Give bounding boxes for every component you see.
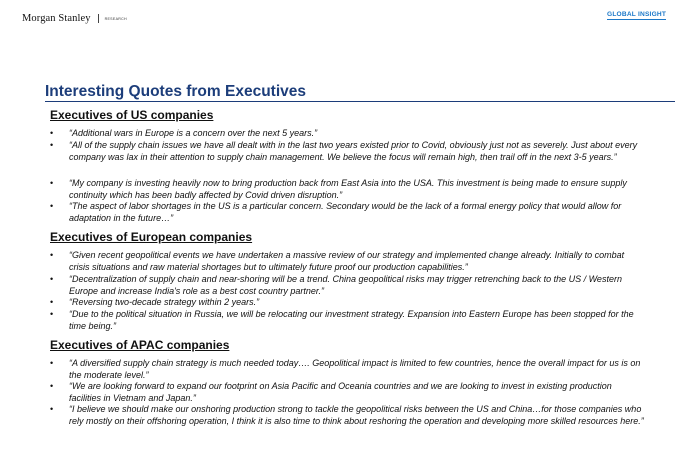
bullet: • bbox=[50, 140, 54, 150]
bullet: • bbox=[50, 404, 54, 414]
page-title: Interesting Quotes from Executives bbox=[45, 83, 306, 100]
bullet: • bbox=[50, 297, 54, 307]
bullet: • bbox=[50, 201, 54, 211]
quote-text: “Reversing two-decade strategy within 2 years.” bbox=[69, 297, 260, 307]
section-heading-apac: Executives of APAC companies bbox=[50, 338, 230, 352]
bullet: • bbox=[50, 250, 54, 260]
quote-text: “The aspect of labor shortages in the US is a particular concern. Secondary would be the lack of a formal energy policy that would allow for adaptation in the future…” bbox=[69, 201, 622, 223]
quote-text: “We are looking forward to expand our footprint on Asia Pacific and Oceania countries and we are looking to invest in existing production facilities in Vietnam and Japan.” bbox=[69, 381, 612, 403]
quote-text: “My company is investing heavily now to bring production back from East Asia into the USA. This investment is being made to ensure supply continuity which has been badly affected by Covid driven disruption.” bbox=[69, 178, 627, 200]
quote-text: “Additional wars in Europe is a concern over the next 5 years.” bbox=[69, 128, 318, 138]
bullet: • bbox=[50, 178, 54, 188]
quote-text: “Decentralization of supply chain and near-shoring will be a trend. China geopolitical risks may trigger retrenching back to the US / Western Europe and increase India's role as a best cost country partner.” bbox=[69, 274, 622, 296]
bullet: • bbox=[50, 128, 54, 138]
bullet: • bbox=[50, 274, 54, 284]
quote-text: “I believe we should make our onshoring production strong to tackle the geopolitical risks between the US and China…for those companies who rely mostly on their offshoring operation, I think it is also time to think about reshoring the operation and developing more skilled resources here.” bbox=[69, 404, 644, 426]
bullet: • bbox=[50, 358, 54, 368]
quote-text: “Due to the political situation in Russia, we will be relocating our investment strategy. Expansion into Eastern Europe has been stopped for the time being.” bbox=[69, 309, 634, 331]
brand-unit: RESEARCH bbox=[104, 16, 127, 21]
quote-text: “A diversified supply chain strategy is much needed today…. Geopolitical impact is limited to few countries, hence the overall impact for us is on the moderate level.” bbox=[69, 358, 641, 380]
section-heading-us: Executives of US companies bbox=[50, 108, 214, 122]
brand-name: Morgan Stanley bbox=[22, 13, 91, 24]
global-insight-label: GLOBAL INSIGHT bbox=[607, 11, 667, 18]
quote-text: “Given recent geopolitical events we have undertaken a massive review of our strategy and implemented change already. Initially to combat crisis situations and raw material shortages but to ultimately future proof our production capabilities.” bbox=[69, 250, 625, 272]
section-heading-europe: Executives of European companies bbox=[50, 230, 253, 244]
bullet: • bbox=[50, 381, 54, 391]
bullet: • bbox=[50, 309, 54, 319]
quote-text: “All of the supply chain issues we have all dealt with in the last two years existed prior to Covid, obviously just not as severely. Just about every company was lax in their attention to supply chain management. We believe the focus will remain high, then trail off in the next 3-5 years.” bbox=[69, 140, 638, 162]
